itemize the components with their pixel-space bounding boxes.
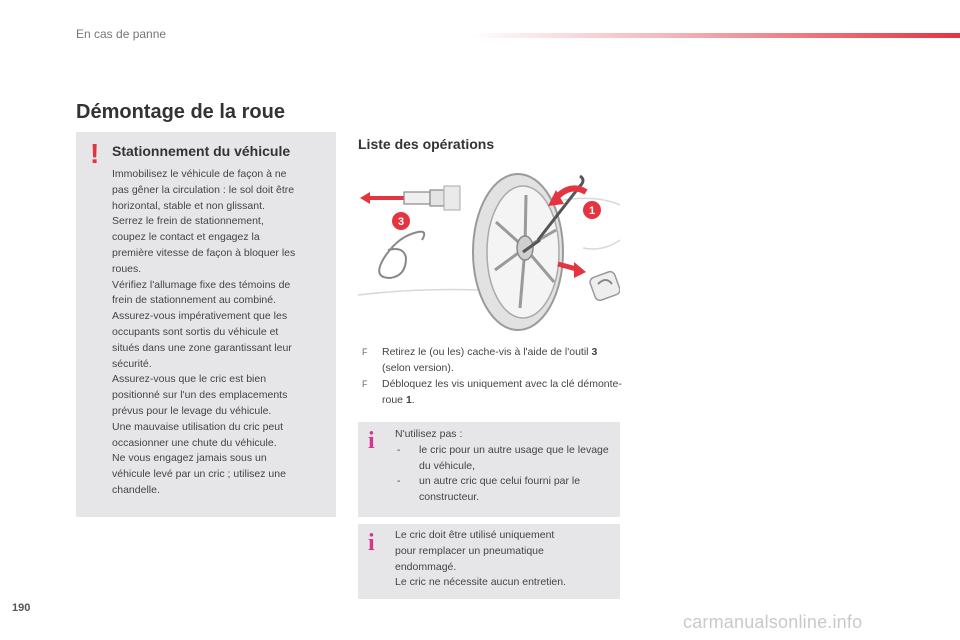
warning-line: Serrez le frein de stationnement, [112,215,264,228]
warning-line: occupants sont sortis du véhicule et [112,325,279,338]
warning-line: roues. [112,262,142,275]
warning-line: Assurez-vous que le cric est bien [112,373,267,386]
info-item-text: le cric pour un autre usage que le levage du véhicule, [419,443,609,472]
warning-title: Stationnement du véhicule [112,143,291,159]
info-intro: N'utilisez pas : [395,428,463,440]
step-text: (selon version). [382,361,454,374]
warning-line: Une mauvaise utilisation du cric peut [112,420,284,433]
warning-text [112,167,327,499]
info-list-item [395,474,613,506]
warning-line: Assurez-vous impérativement que les [112,310,288,323]
warning-line: positionné sur l'un des emplacements [112,389,288,402]
step-text: Débloquez les vis uniquement avec la clé démonte-roue [382,378,622,406]
step-bullet-icon: F [362,379,368,389]
operation-steps [362,345,622,409]
dash-marker: - [397,475,401,488]
info-list-item [395,443,613,475]
info-item-text: un autre cric que celui fourni par le constructeur. [419,475,581,504]
operation-step [362,377,622,408]
step-number: 3 [591,346,598,358]
info-icon: i [368,428,375,454]
callout-3-label: 3 [397,216,405,228]
info-text [395,528,613,591]
warning-line: première vitesse de façon à bloquer les [112,246,296,259]
warning-line: chandelle. [112,483,160,496]
warning-line: occasionner une chute du véhicule. [112,436,277,449]
operation-step [362,345,622,376]
warning-line: prévus pour le levage du véhicule. [112,404,272,417]
page-title: Démontage de la roue [76,101,285,123]
step-bullet-icon: F [362,347,368,357]
warning-line: véhicule levé par un cric ; utilisez une [112,468,286,481]
warning-line: frein de stationnement au combiné. [112,294,277,307]
operations-title: Liste des opérations [358,136,495,152]
step-text: . [411,393,415,406]
warning-line: sécurité. [112,357,152,370]
info-line: endommagé. [395,560,457,573]
warning-line: pas gêner la circulation : le sol doit être [112,183,295,196]
callout-1-label: 1 [588,205,596,217]
info-icon: i [368,530,375,556]
step-text: Retirez le (ou les) cache-vis à l'aide de l'outil [382,346,592,358]
info-box-jack-maintenance [358,524,620,599]
info-text [395,427,613,506]
warning-line: horizontal, stable et non glissant. [112,199,265,212]
wheel-removal-illustration [358,160,620,332]
warning-line: situés dans une zone garantissant leur [112,341,292,354]
page-number: 190 [12,602,31,614]
warning-exclamation-icon: ! [90,138,100,169]
step-number: 1 [405,393,412,406]
info-line: pour remplacer un pneumatique [395,544,544,557]
info-box-jack-usage [358,422,620,517]
warning-line: Immobilisez le véhicule de façon à ne [112,168,287,180]
warning-line: Ne vous engagez jamais sous un [112,452,267,465]
watermark: carmanualsonline.info [683,612,863,632]
header-accent-line [470,33,960,38]
warning-line: coupez le contact et engagez la [112,231,260,244]
info-line: Le cric ne nécessite aucun entretien. [395,576,567,589]
section-label: En cas de panne [76,27,167,41]
info-line: Le cric doit être utilisé uniquement [395,529,555,541]
warning-line: Vérifiez l'allumage fixe des témoins de [112,278,291,291]
dash-marker: - [397,443,401,456]
